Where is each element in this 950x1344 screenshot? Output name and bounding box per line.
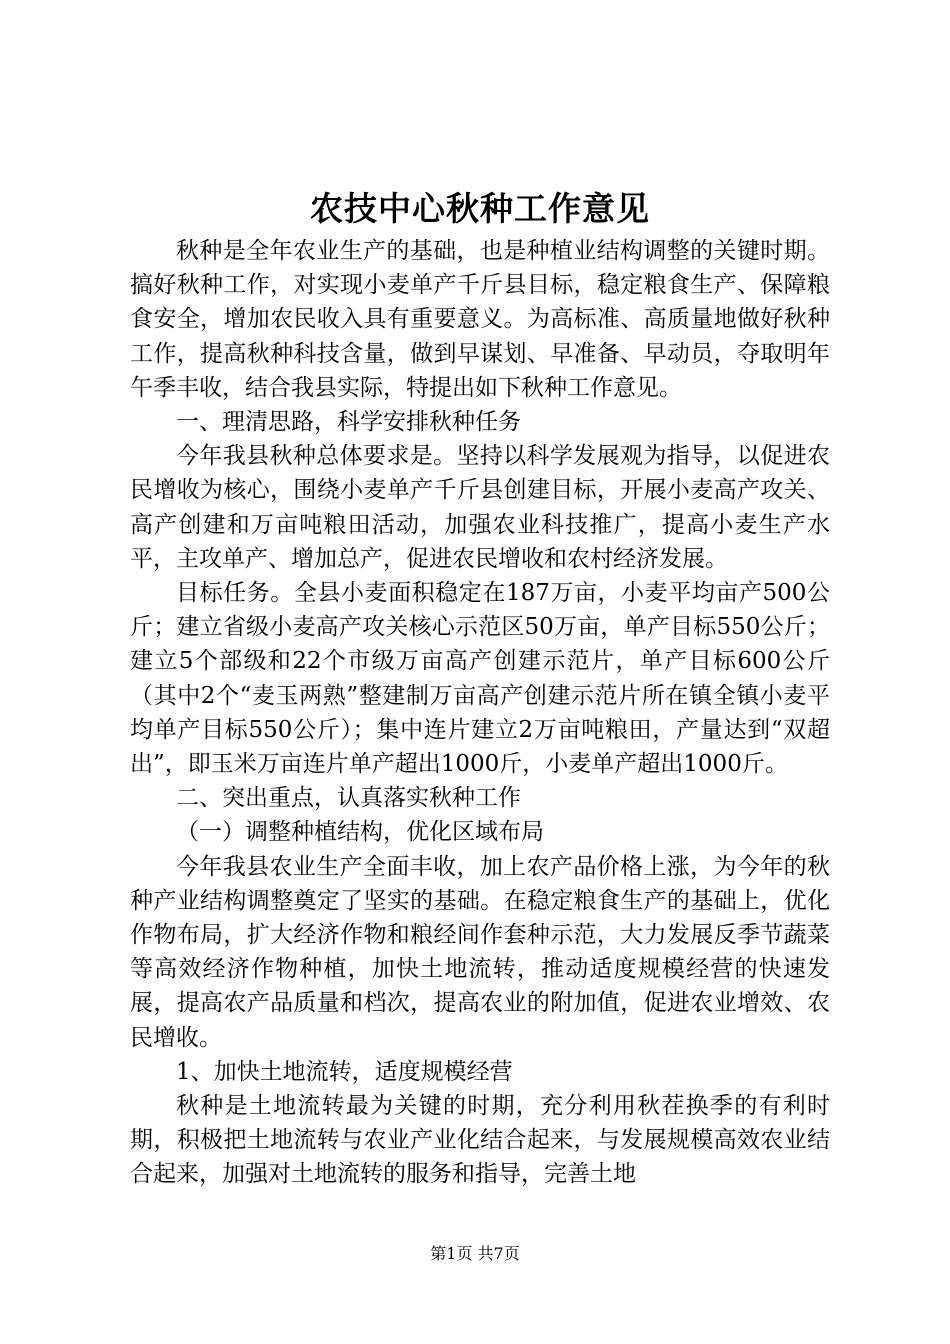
subsection-heading-1: （一）调整种植结构，优化区域布局 [176, 819, 544, 846]
section-heading-2: 二、突出重点，认真落实秋种工作 [176, 785, 521, 812]
document-page [130, 186, 830, 1192]
section-heading-1: 一、理清思路，科学安排秋种任务 [176, 409, 521, 436]
paragraph-land-transfer: 秋种是土地流转最为关键的时期，充分利用秋茬换季的有利时期，积极把土地流转与农业产业化结合起来，与发展规模高效农业结合起来，加强对土地流转的服务和指导，完善土地 [130, 1093, 830, 1188]
paragraph-general-requirements: 今年我县秋种总体要求是。坚持以科学发展观为指导，以促进农民增收为核心，围绕小麦单产千斤县创建目标，开展小麦高产攻关、高产创建和万亩吨粮田活动，加强农业科技推广，提高小麦生产水平，主攻单产、增加总产，促进农民增收和农村经济发展。 [130, 443, 830, 572]
paragraph-targets: 目标任务。全县小麦面积稳定在187万亩，小麦平均亩产500公斤；建立省级小麦高产攻关核心示范区50万亩，单产目标550公斤；建立5个部级和22个市级万亩高产创建示范片，单产目标600公斤（其中2个“麦玉两熟”整建制万亩高产创建示范片所在镇全镇小麦平均单产目标550公斤）；集中连片建立2万亩吨粮田，产量达到“双超出”，即玉米万亩连片单产超出1000斤，小麦单产超出1000斤。 [130, 580, 830, 778]
item-heading-1: 1、加快土地流转，适度规模经营 [176, 1058, 513, 1085]
paragraph-intro: 秋种是全年农业生产的基础，也是种植业结构调整的关键时期。搞好秋种工作，对实现小麦单产千斤县目标，稳定粮食生产、保障粮食安全，增加农民收入具有重要意义。为高标准、高质量地做好秋种工作，提高秋种科技含量，做到早谋划、早准备、早动员，夺取明年午季丰收，结合我县实际，特提出如下秋种工作意见。 [130, 238, 830, 401]
paragraph-structure-adjustment: 今年我县农业生产全面丰收，加上农产品价格上涨，为今年的秋种产业结构调整奠定了坚实的基础。在稳定粮食生产的基础上，优化作物布局，扩大经济作物和粮经间作套种示范，大力发展反季节蔬菜等高效经济作物种植，加快土地流转，推动适度规模经营的快速发展，提高农产品质量和档次，提高农业的附加值，促进农业增效、农民增收。 [130, 853, 830, 1051]
document-title: 农技中心秋种工作意见 [310, 189, 650, 228]
page-number-footer: 第1页 共7页 [430, 1244, 520, 1263]
